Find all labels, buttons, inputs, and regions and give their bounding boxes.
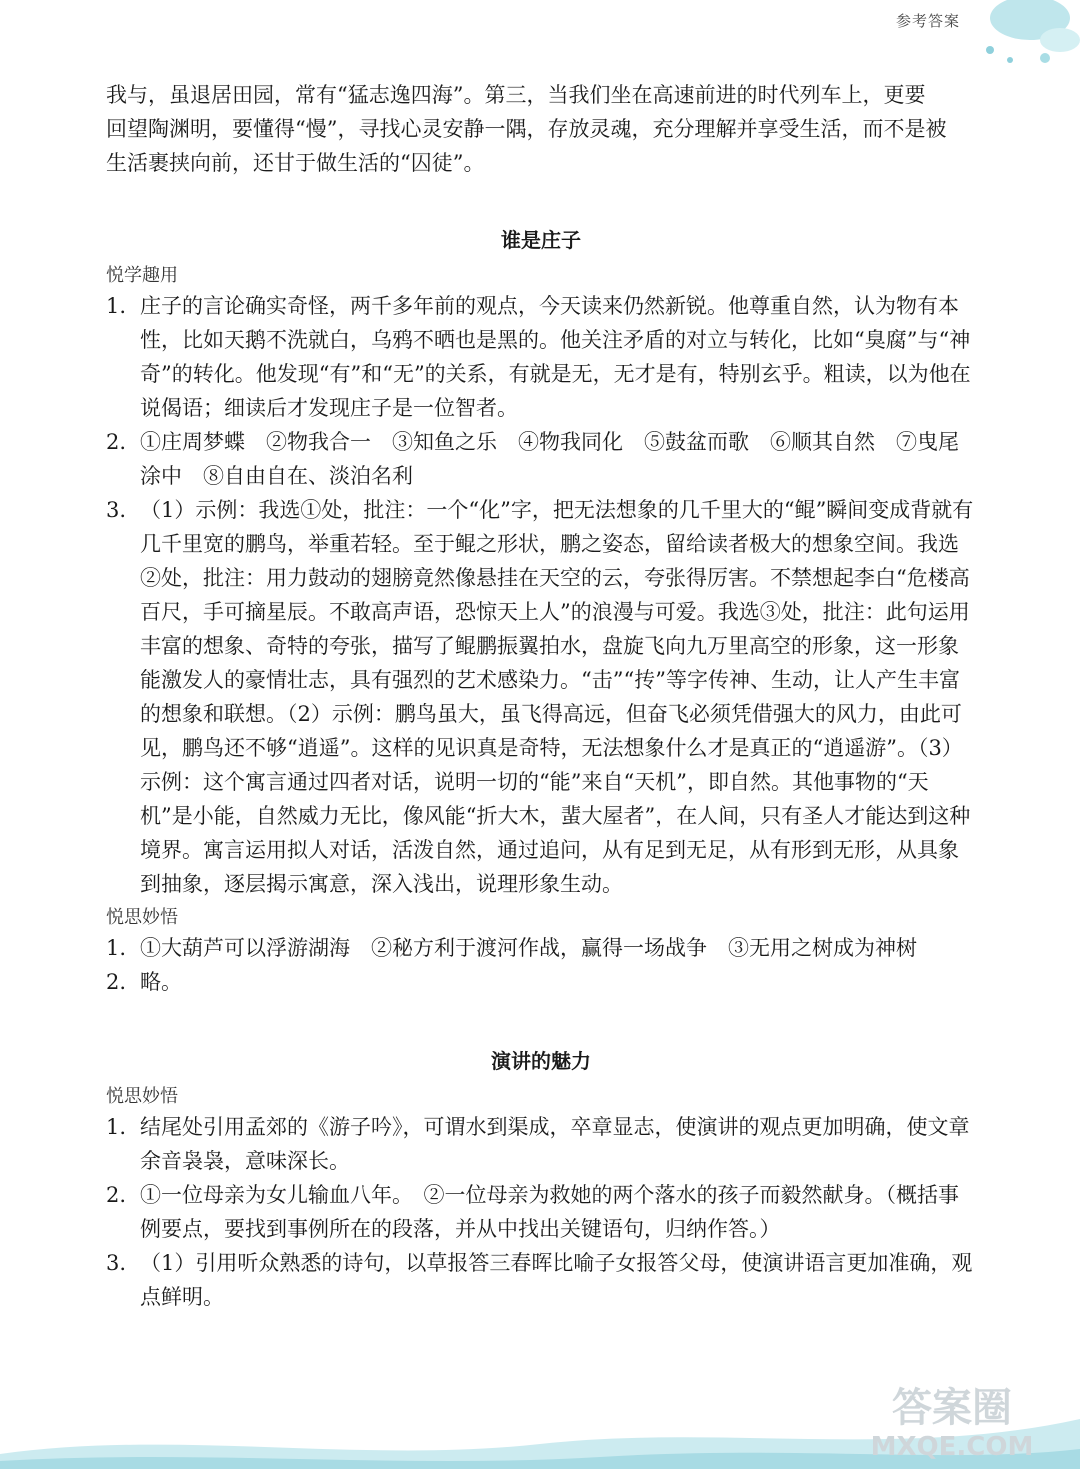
item-text: 庄子的言论确实奇怪，两千多年前的观点，今天读来仍然新锐。他尊重自然，认为物有本性，比如天鹅不洗就白，乌鸦不晒也是黑的。他关注矛盾的对立与转化，比如“臭腐”与“神奇”的转化。他发现“有”和“无”的关系，有就是无，无才是有，特别玄乎。粗读，以为他在说偈语；细读后才发现庄子是一位智者。 <box>140 294 971 420</box>
subheading: 悦思妙悟 <box>106 907 178 928</box>
item-number: 1. <box>106 936 127 960</box>
item-number: 1. <box>106 294 127 318</box>
list-item <box>106 931 976 965</box>
watermark-title: 答案圈 <box>892 1385 1012 1431</box>
item-text: 结尾处引用孟郊的《游子吟》，可谓水到渠成，卒章显志，使演讲的观点更加明确，使文章余音袅袅，意味深长。 <box>140 1115 970 1173</box>
item-text: ①大葫芦可以浮游湖海 ②秘方利于渡河作战，赢得一场战争 ③无用之树成为神树 <box>140 936 917 960</box>
list-item <box>106 965 976 999</box>
item-text: ①一位母亲为女儿输血八年。 ②一位母亲为救她的两个落水的孩子而毅然献身。（概括事例要点，要找到事例所在的段落，并从中找出关键语句，归纳作答。） <box>140 1183 959 1241</box>
section-title: 演讲的魅力 <box>491 1049 591 1073</box>
item-text: ①庄周梦蝶 ②物我合一 ③知鱼之乐 ④物我同化 ⑤鼓盆而歌 ⑥顺其自然 ⑦曳尾涂中 ⑧自由自在、淡泊名利 <box>140 430 959 488</box>
item-text: （1）引用听众熟悉的诗句，以草报答三春晖比喻子女报答父母，使演讲语言更加准确，观点鲜明。 <box>140 1251 973 1309</box>
intro-line: 生活裹挟向前，还甘于做生活的“囚徒”。 <box>106 151 485 175</box>
watermark-url: MXQE.COM <box>870 1432 1034 1462</box>
subheading: 悦学趣用 <box>106 265 178 286</box>
list-item <box>106 1110 976 1178</box>
intro-line: 我与，虽退居田园，常有“猛志逸四海”。第三，当我们坐在高速前进的时代列车上，更要 <box>106 83 926 107</box>
list-item <box>106 1178 976 1246</box>
item-text: 略。 <box>140 970 182 994</box>
list-item <box>106 425 976 493</box>
list-item <box>106 493 976 901</box>
intro-line: 回望陶渊明，要懂得“慢”，寻找心灵安静一隅，存放灵魂，充分理解并享受生活，而不是被 <box>106 117 947 141</box>
watermark-logo <box>852 1383 1052 1463</box>
list-item <box>106 289 976 425</box>
item-number: 3. <box>106 1251 127 1275</box>
item-text: （1）示例：我选①处，批注：一个“化”字，把无法想象的几千里大的“鲲”瞬间变成背就有几千里宽的鹏鸟，举重若轻。至于鲲之形状，鹏之姿态，留给读者极大的想象空间。我选②处，批注：用力鼓动的翅膀竟然像悬挂在天空的云，夸张得厉害。不禁想起李白“危楼高百尺，手可摘星辰。不敢高声语，恐惊天上人”的浪漫与可爱。我选③处，批注：此句运用丰富的想象、奇特的夸张，描写了鲲鹏振翼拍水，盘旋飞向九万里高空的形象，这一形象能激发人的豪情壮志，具有强烈的艺术感染力。“击”“抟”等字传神、生动，让人产生丰富的想象和联想。（2）示例：鹏鸟虽大，虽飞得高远，但奋飞必须凭借强大的风力，由此可见，鹏鸟还不够“逍遥”。这样的见识真是奇特，无法想象什么才是真正的“逍遥游”。（3）示例：这个寓言通过四者对话，说明一切的“能”来自“天机”，即自然。其他事物的“天机”是小能，自然威力无比，像风能“折大木，蜚大屋者”，在人间，只有圣人才能达到这种境界。寓言运用拟人对话，活泼自然，通过追问，从有足到无足，从有形到无形，从具象到抽象，逐层揭示寓意，深入浅出，说理形象生动。 <box>140 498 974 896</box>
item-number: 2. <box>106 430 127 454</box>
item-number: 1. <box>106 1115 127 1139</box>
section-title: 谁是庄子 <box>501 228 581 252</box>
list-item <box>106 1246 976 1314</box>
header-label: 参考答案 <box>895 12 960 30</box>
item-number: 3. <box>106 498 127 522</box>
item-number: 2. <box>106 970 127 994</box>
subheading: 悦思妙悟 <box>106 1086 178 1107</box>
page-content <box>106 78 976 1314</box>
intro-paragraph <box>106 78 976 180</box>
item-number: 2. <box>106 1183 127 1207</box>
